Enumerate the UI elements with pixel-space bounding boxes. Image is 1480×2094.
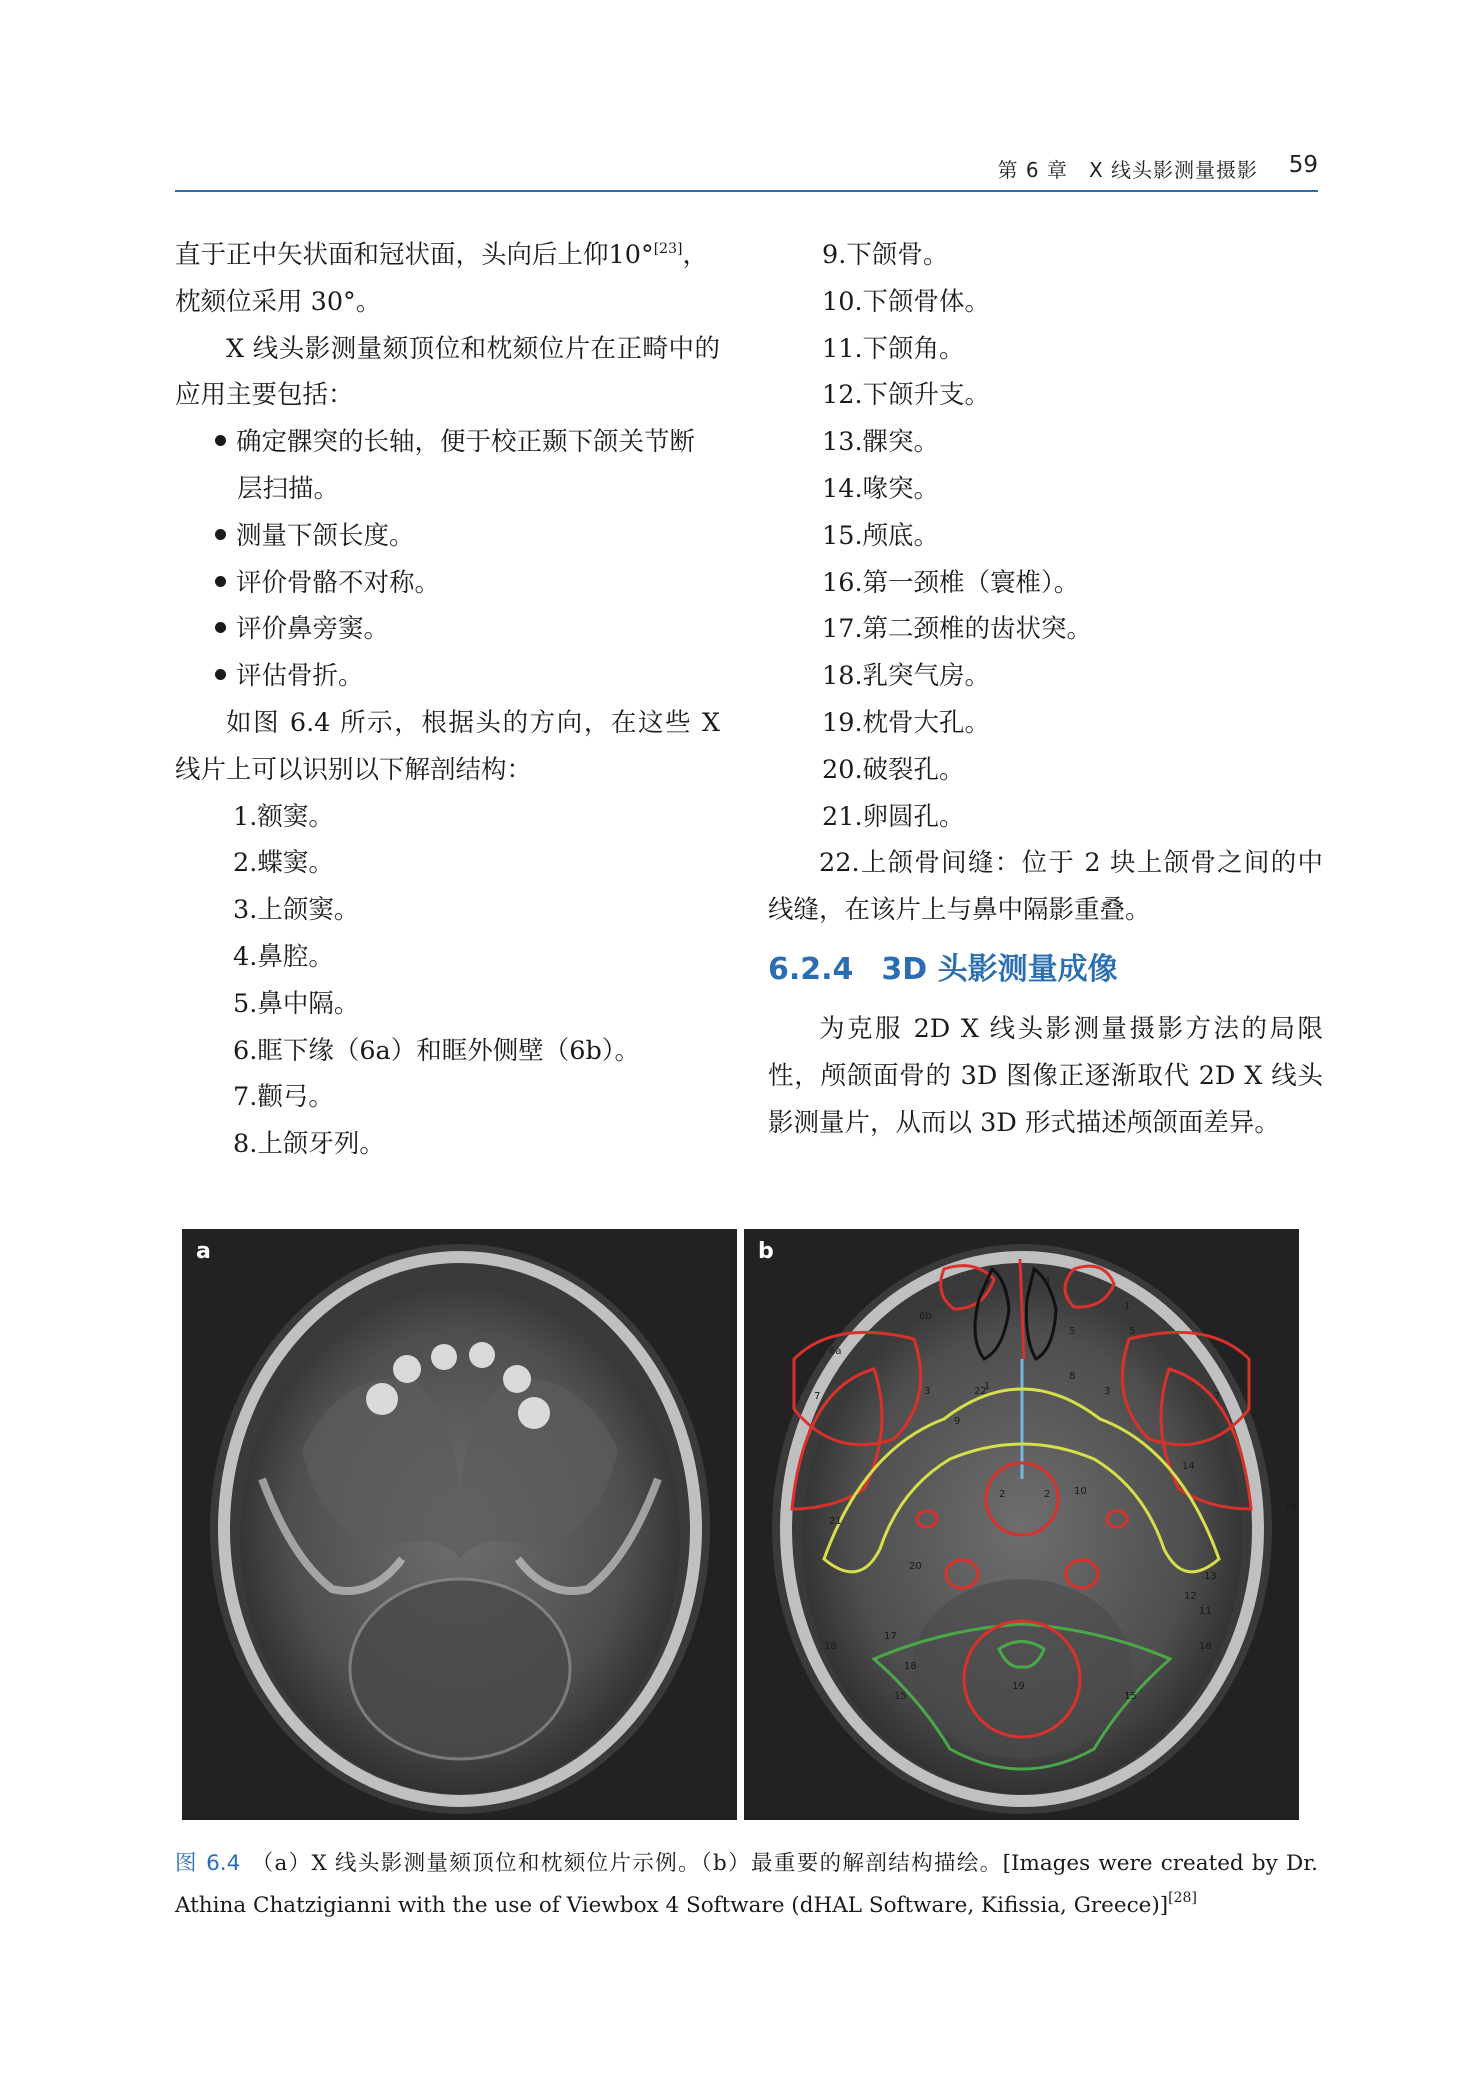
para-text: ， (682, 240, 708, 270)
running-header (175, 150, 1318, 188)
caption-text: （a）X 线头影测量颏顶位和枕颏位片示例。（b）最重要的解剖结构描绘。[Images were created by Dr. Athina Chatzigianni with the use of Viewbox 4 Software (dHAL Software, Kifissia, Greece)] (175, 1851, 1318, 1918)
page-number: 59 (1288, 152, 1318, 178)
figure-caption (175, 1843, 1318, 1927)
list-item: 8.上颌牙列。 (233, 1129, 385, 1160)
bullet-item (175, 513, 720, 560)
bullet-item (175, 419, 720, 513)
bullet-text: 评估骨折。 (236, 661, 364, 692)
left-column (175, 232, 720, 1168)
bullet-icon (215, 669, 226, 680)
bullet-icon (215, 529, 226, 540)
structure-number-label: 13 (1204, 1571, 1217, 1582)
section-number: 6.2.4 (768, 951, 854, 987)
list-item: 19.枕骨大孔。 (822, 707, 991, 738)
list-item: 6.眶下缘（6a）和眶外侧壁（6b）。 (233, 1035, 641, 1066)
citation: [28] (1168, 1890, 1197, 1906)
structure-number-label: 3 (924, 1386, 931, 1397)
header-rule (175, 190, 1318, 192)
section-heading (768, 946, 1323, 994)
list-item: 13.髁突。 (822, 427, 940, 458)
bullet-item (175, 606, 720, 653)
bullet-text: 评价鼻旁窦。 (236, 614, 390, 645)
panel-label-b: b (758, 1239, 774, 1264)
structure-number-label: 4 (1044, 1276, 1051, 1287)
structure-number-label: 20 (909, 1561, 922, 1572)
list-item: 7.颧弓。 (233, 1082, 334, 1113)
structure-number-label: 3 (1104, 1386, 1111, 1397)
structure-number-label: 2 (999, 1489, 1006, 1500)
list-item: 14.喙突。 (822, 473, 940, 504)
structure-number-label: 19 (1012, 1681, 1025, 1692)
figure-label: 图 6.4 (175, 1851, 241, 1876)
structure-number-label: 8 (1069, 1371, 1076, 1382)
list-item: 2.蝶窦。 (233, 848, 334, 879)
list-item: 4.鼻腔。 (233, 941, 334, 972)
paragraph-continued-2: 枕颏位采用 30°。 (175, 286, 382, 317)
section-title: 3D 头影测量成像 (881, 951, 1118, 987)
list-item: 20.破裂孔。 (822, 754, 965, 785)
structure-number-label: 18 (904, 1661, 917, 1672)
list-item: 5.鼻中隔。 (233, 988, 360, 1019)
panel-label-a: a (196, 1239, 211, 1264)
structure-number-label: 4 (984, 1276, 991, 1287)
bullet-text: 测量下颌长度。 (236, 520, 415, 551)
paragraph-intro: X 线头影测量颏顶位和枕颏位片在正畸中的应用主要包括： (175, 333, 720, 411)
structure-number-label: 17 (884, 1631, 897, 1642)
chapter-title: 第 6 章 X 线头影测量摄影 (997, 158, 1258, 182)
structure-number-label: 15 (1124, 1691, 1137, 1702)
structure-number-label: 10 (1074, 1486, 1087, 1497)
structure-number-label: 14 (1182, 1461, 1195, 1472)
list-item: 17.第二颈椎的齿状突。 (822, 614, 1093, 645)
structure-number-label: 1 (984, 1381, 991, 1392)
bullet-item (175, 560, 720, 607)
xray-image-a (182, 1229, 737, 1820)
structure-number-label: 5 (1129, 1326, 1136, 1337)
structure-number-label: 16 (1284, 1501, 1297, 1512)
list-item: 12.下颌升支。 (822, 380, 991, 411)
structure-number-label: 2 (1044, 1489, 1051, 1500)
list-item: 11.下颌角。 (822, 333, 965, 364)
list-item-22: 22.上颌骨间缝：位于 2 块上颌骨之间的中线缝，在该片上与鼻中隔影重叠。 (768, 848, 1323, 926)
structure-number-label: 12 (1184, 1591, 1197, 1602)
bullet-item (175, 653, 720, 700)
structure-number-label: 9 (954, 1416, 961, 1427)
list-item: 1.额窦。 (233, 801, 334, 832)
structure-number-label: 21 (829, 1516, 842, 1527)
structure-number-label: 7 (1214, 1391, 1221, 1402)
list-item: 15.颅底。 (822, 520, 940, 551)
xray-panel-a (182, 1229, 737, 1820)
structure-number-label: 7 (814, 1391, 821, 1402)
paragraph-continued (175, 232, 720, 279)
citation: [23] (653, 241, 683, 257)
bullet-icon (215, 622, 226, 633)
right-column (768, 232, 1323, 1146)
paragraph-figure-ref: 如图 6.4 所示，根据头的方向，在这些 X 线片上可以识别以下解剖结构： (175, 707, 720, 785)
structure-number-label: 18 (1199, 1641, 1212, 1652)
bullet-icon (215, 576, 226, 587)
structure-number-label: 11 (1199, 1606, 1212, 1617)
list-item: 21.卵圆孔。 (822, 801, 965, 832)
list-item: 18.乳突气房。 (822, 661, 991, 692)
structure-number-label: 22 (974, 1386, 987, 1397)
bullet-icon (215, 435, 226, 446)
list-item: 10.下颌骨体。 (822, 286, 991, 317)
xray-panel-b (744, 1229, 1299, 1820)
structure-number-label: 5 (1069, 1326, 1076, 1337)
list-item: 3.上颌窦。 (233, 895, 360, 926)
structure-number-label: 6b (919, 1311, 932, 1322)
structure-labels (744, 1229, 1299, 1820)
structure-number-label: 18 (824, 1641, 837, 1652)
para-text: 直于正中矢状面和冠状面，头向后上仰10° (175, 240, 654, 270)
list-item: 9.下颌骨。 (822, 240, 949, 270)
bullet-text: 评价骨骼不对称。 (236, 567, 441, 598)
structure-number-label: 15 (894, 1691, 907, 1702)
section-paragraph: 为克服 2D X 线头影测量摄影方法的局限性，颅颌面骨的 3D 图像正逐渐取代 2D X 线头影测量片，从而以 3D 形式描述颅颌面差异。 (768, 1013, 1323, 1138)
structure-number-label: 1 (1124, 1301, 1131, 1312)
list-item: 16.第一颈椎（寰椎）。 (822, 567, 1080, 598)
structure-number-label: 6a (829, 1346, 842, 1357)
bullet-text: 确定髁突的长轴，便于校正颞下颌关节断层扫描。 (236, 427, 696, 504)
